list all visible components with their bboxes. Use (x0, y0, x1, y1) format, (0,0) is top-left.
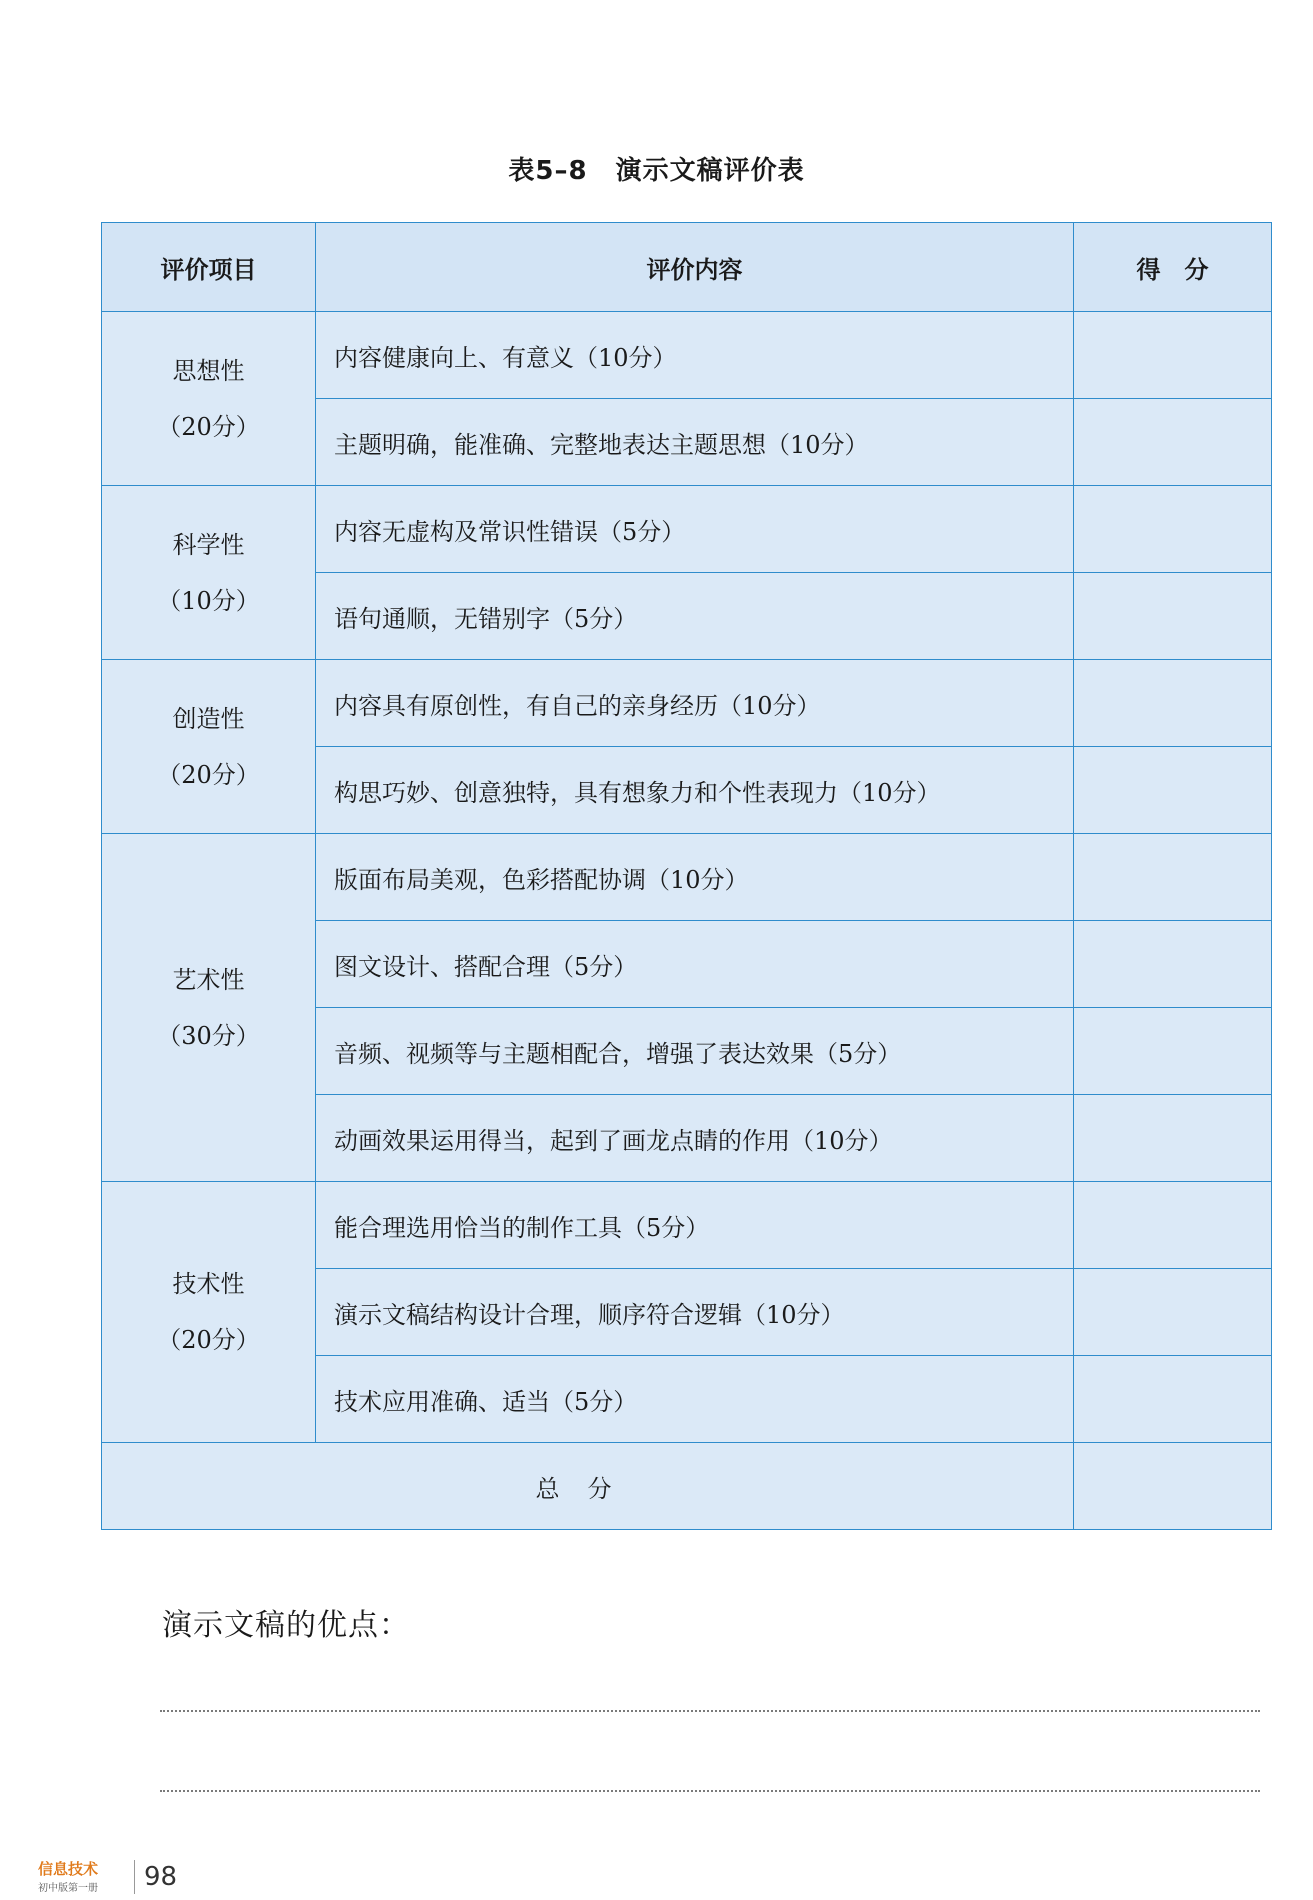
footer-divider (134, 1860, 135, 1894)
category-name: 科学性 (172, 530, 245, 559)
category-cell (102, 660, 316, 834)
total-score-input-cell[interactable] (1074, 1443, 1272, 1530)
table-row (102, 1182, 1272, 1269)
category-points: （20分） (157, 1326, 260, 1354)
page-number: 98 (144, 1862, 178, 1892)
criterion-cell: 版面布局美观，色彩搭配协调（10分） (316, 834, 1074, 921)
merits-prompt: 演示文稿的优点： (162, 1608, 410, 1643)
book-title: 信息技术 (38, 1860, 99, 1878)
score-input-cell[interactable] (1074, 1182, 1272, 1269)
table-title: 演示文稿评价表 (615, 156, 805, 186)
table-number: 表5–8 (508, 156, 588, 186)
category-points: （20分） (157, 760, 260, 789)
score-input-cell[interactable] (1074, 1269, 1272, 1356)
table-row (102, 834, 1272, 921)
total-label: 总分 (102, 1443, 1074, 1530)
criterion-cell: 音频、视频等与主题相配合，增强了表达效果（5分） (316, 1008, 1074, 1095)
criterion-cell: 内容具有原创性，有自己的亲身经历（10分） (316, 660, 1074, 747)
score-input-cell[interactable] (1074, 921, 1272, 1008)
criterion-cell: 能合理选用恰当的制作工具（5分） (316, 1182, 1074, 1269)
criterion-cell: 动画效果运用得当，起到了画龙点睛的作用（10分） (316, 1095, 1074, 1182)
header-content: 评价内容 (316, 223, 1074, 312)
category-name: 技术性 (172, 1270, 245, 1298)
category-cell (102, 486, 316, 660)
evaluation-table (101, 222, 1272, 1530)
table-row (102, 486, 1272, 573)
criterion-cell: 构思巧妙、创意独特，具有想象力和个性表现力（10分） (316, 747, 1074, 834)
category-cell (102, 1182, 316, 1443)
score-input-cell[interactable] (1074, 486, 1272, 573)
criterion-cell: 演示文稿结构设计合理，顺序符合逻辑（10分） (316, 1269, 1074, 1356)
score-input-cell[interactable] (1074, 1095, 1272, 1182)
category-points: （30分） (157, 1021, 260, 1050)
category-cell (102, 312, 316, 486)
total-row (102, 1443, 1272, 1530)
criterion-cell: 内容无虚构及常识性错误（5分） (316, 486, 1074, 573)
table-caption (0, 150, 1313, 187)
criterion-cell: 图文设计、搭配合理（5分） (316, 921, 1074, 1008)
category-name: 艺术性 (172, 965, 245, 994)
score-input-cell[interactable] (1074, 1008, 1272, 1095)
score-input-cell[interactable] (1074, 312, 1272, 399)
header-score: 得 分 (1074, 223, 1272, 312)
table-header-row (102, 223, 1272, 312)
category-points: （20分） (157, 412, 260, 441)
score-input-cell[interactable] (1074, 399, 1272, 486)
book-subtitle: 初中版第一册 (38, 1883, 98, 1894)
criterion-cell: 主题明确，能准确、完整地表达主题思想（10分） (316, 399, 1074, 486)
score-input-cell[interactable] (1074, 1356, 1272, 1443)
score-input-cell[interactable] (1074, 747, 1272, 834)
header-item: 评价项目 (102, 223, 316, 312)
score-input-cell[interactable] (1074, 573, 1272, 660)
category-name: 创造性 (172, 704, 245, 733)
score-input-cell[interactable] (1074, 660, 1272, 747)
category-cell (102, 834, 316, 1182)
criterion-cell: 内容健康向上、有意义（10分） (316, 312, 1074, 399)
table-row (102, 312, 1272, 399)
criterion-cell: 技术应用准确、适当（5分） (316, 1356, 1074, 1443)
table-row (102, 660, 1272, 747)
category-points: （10分） (157, 586, 260, 615)
writing-line[interactable] (160, 1790, 1260, 1792)
category-name: 思想性 (172, 356, 245, 385)
score-input-cell[interactable] (1074, 834, 1272, 921)
writing-line[interactable] (160, 1710, 1260, 1712)
criterion-cell: 语句通顺，无错别字（5分） (316, 573, 1074, 660)
